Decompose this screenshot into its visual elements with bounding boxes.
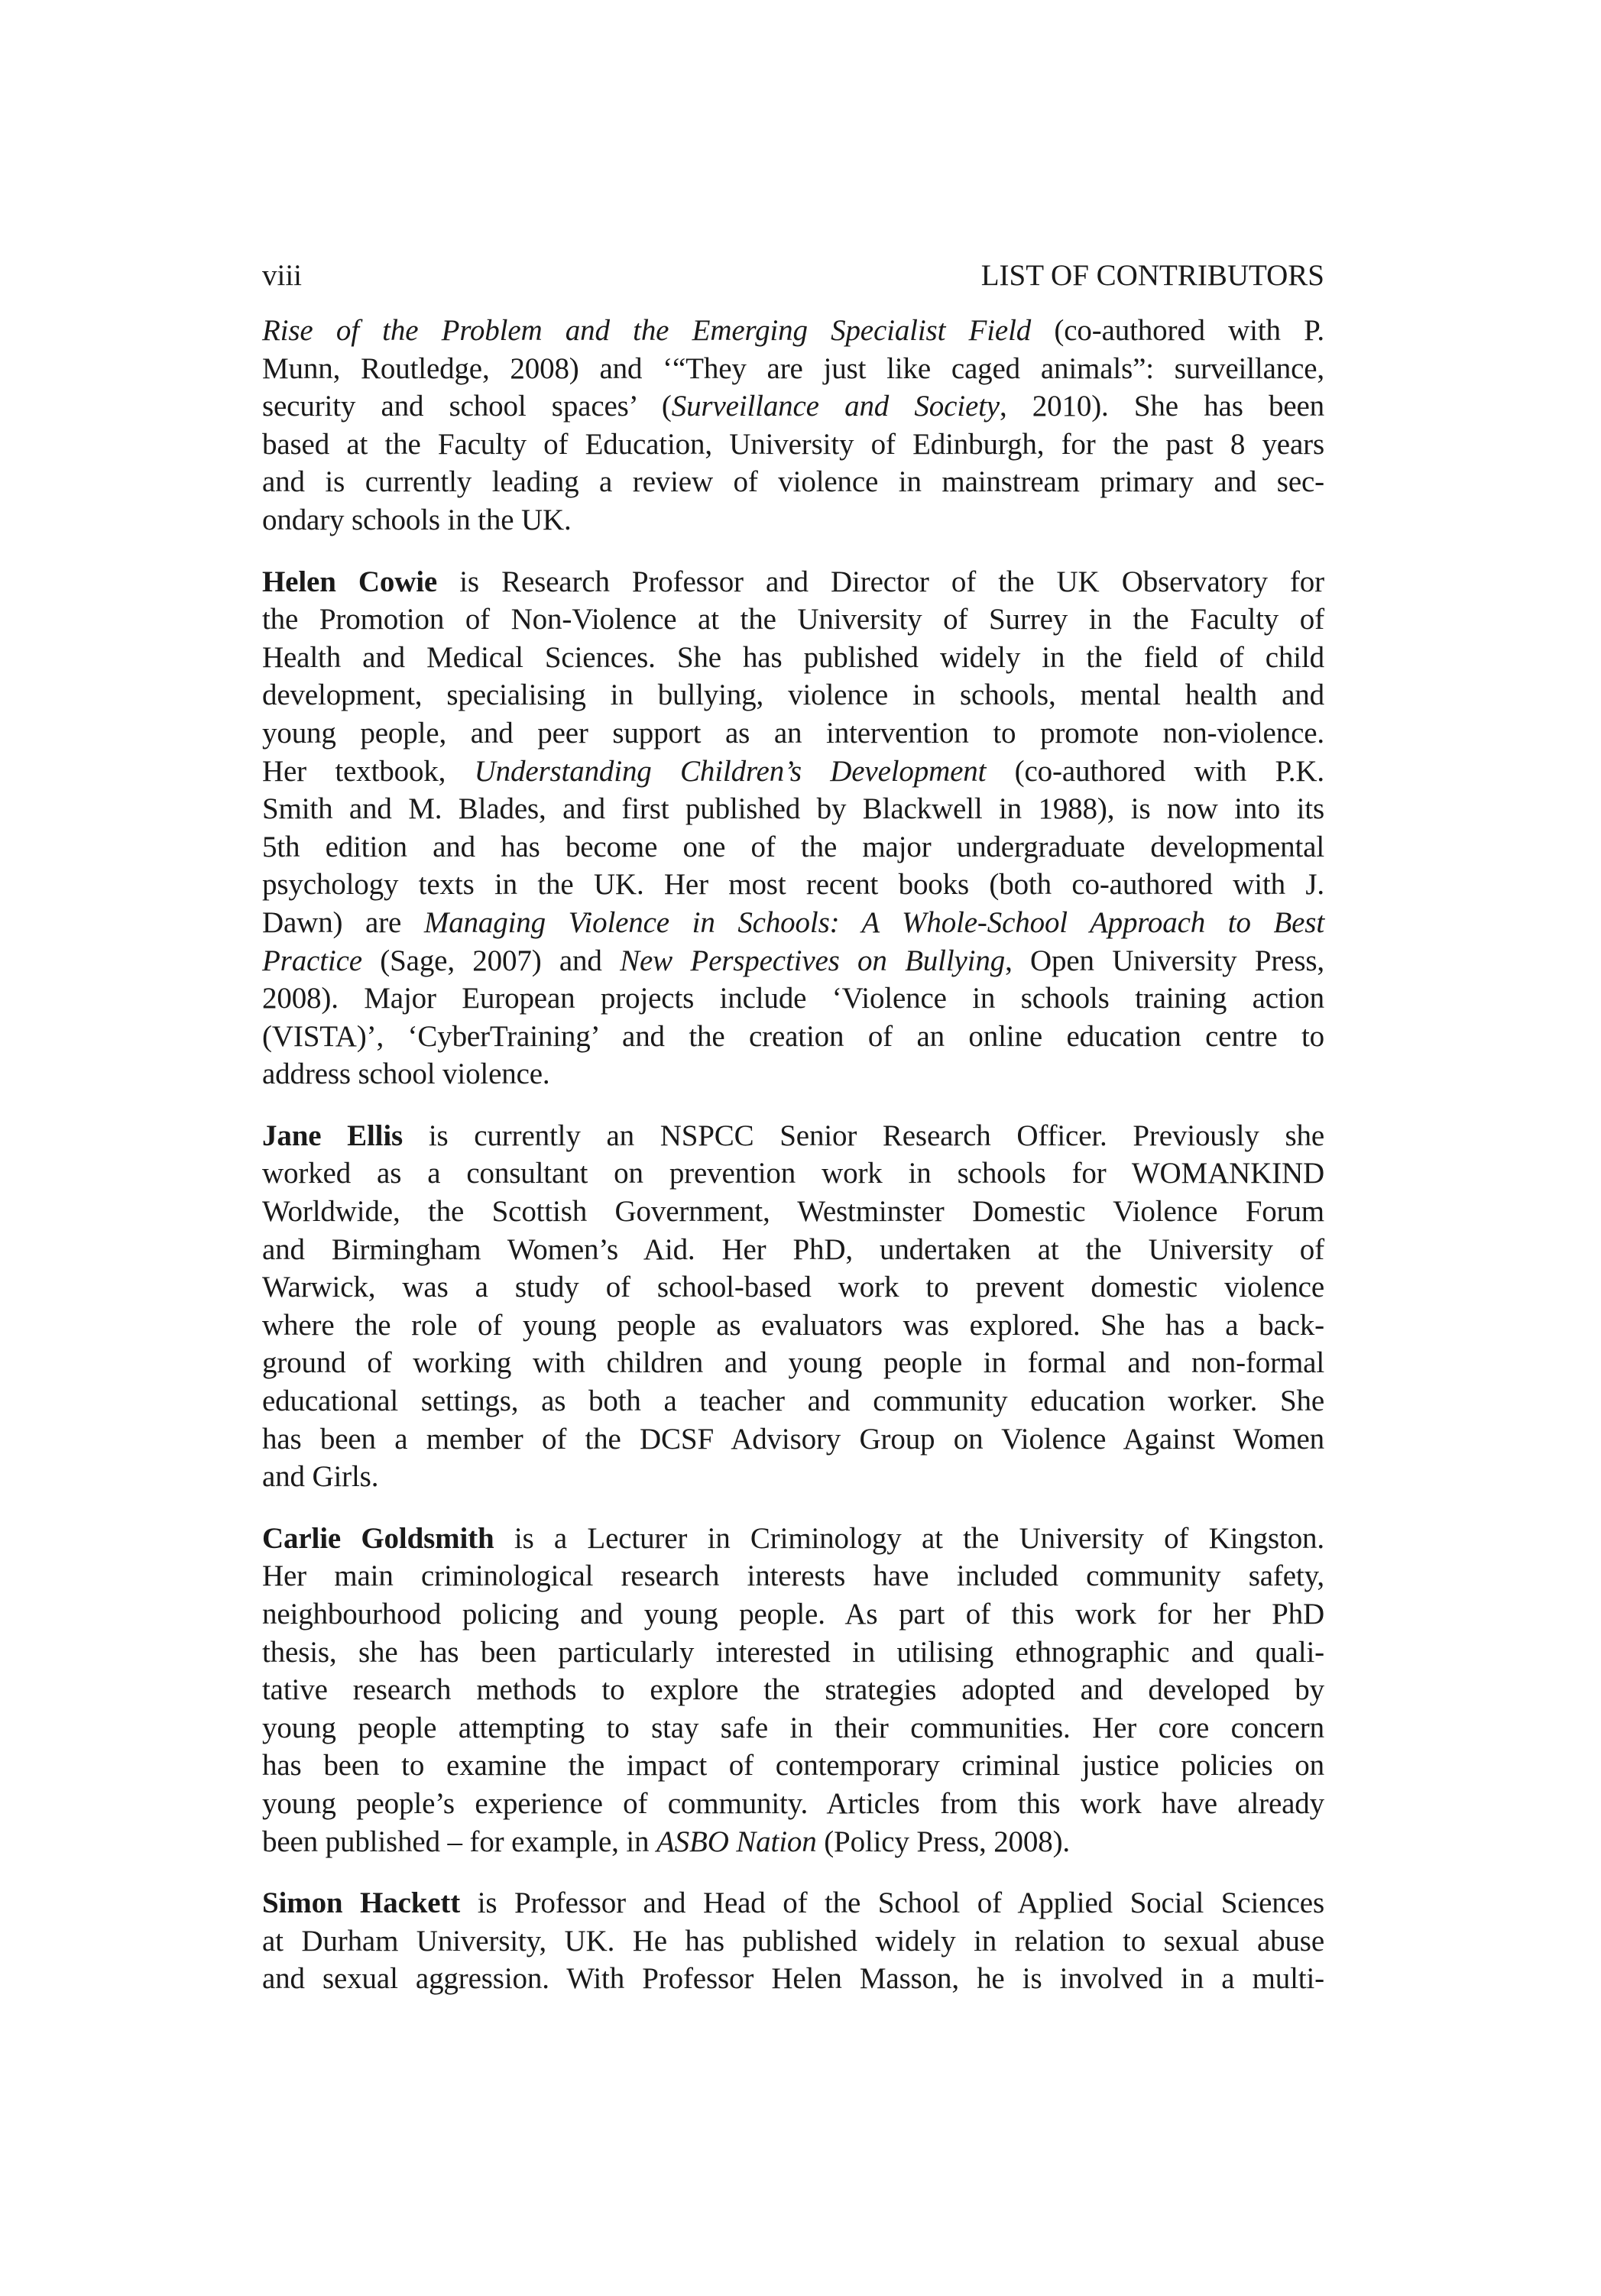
contributor-name: Simon Hackett	[262, 1886, 461, 1920]
text-line: and sexual aggression. With Professor Helen Masson, he is involved in a multi-	[262, 1962, 1324, 1996]
text-line	[262, 904, 1324, 942]
text-line: has been a member of the DCSF Advisory Group on Violence Against Women	[262, 1422, 1324, 1456]
text-line: ground of working with children and young people in formal and non-formal	[262, 1346, 1324, 1380]
text-line	[262, 1117, 1324, 1155]
contributor-name: Carlie Goldsmith	[262, 1521, 494, 1555]
text-line: Smith and M. Blades, and first published by Blackwell in 1988), is now into its	[262, 792, 1324, 826]
text-line: psychology texts in the UK. Her most recent books (both co-authored with J.	[262, 868, 1324, 902]
running-title: LIST OF CONTRIBUTORS	[980, 259, 1324, 292]
text-line: young people, and peer support as an intervention to promote non-violence.	[262, 716, 1324, 750]
text-segment: is Research Professor and Director of the UK Observatory for	[437, 565, 1324, 598]
text-line	[262, 563, 1324, 601]
text-segment: , Open University Press,	[1005, 944, 1324, 977]
text-line: ondary schools in the UK.	[262, 503, 572, 536]
text-line: educational settings, as both a teacher and community education worker. She	[262, 1384, 1324, 1418]
publication-title: Practice	[262, 944, 362, 977]
text-line: address school violence.	[262, 1057, 550, 1091]
contributor-paragraph	[262, 312, 1324, 539]
text-segment: is Professor and Head of the School of Applied Social Sciences	[460, 1886, 1324, 1920]
text-line: Her main criminological research interests have included community safety,	[262, 1559, 1324, 1593]
text-line: has been to examine the impact of contemporary criminal justice policies on	[262, 1749, 1324, 1783]
text-line	[262, 312, 1324, 350]
contributor-paragraph	[262, 563, 1324, 1093]
text-line	[262, 387, 1324, 426]
text-line	[262, 1823, 1324, 1861]
text-line: the Promotion of Non-Violence at the University of Surrey in the Faculty of	[262, 603, 1324, 636]
text-segment: security and school spaces’ (	[262, 390, 672, 423]
contributor-paragraph	[262, 1520, 1324, 1860]
text-segment: (co-authored with P.K.	[986, 754, 1324, 788]
publication-title: Surveillance and Society	[671, 390, 1000, 423]
text-line: where the role of young people as evaluators was explored. She has a back-	[262, 1308, 1324, 1342]
contributors-text	[262, 312, 1324, 2022]
text-line: (VISTA)’, ‘CyberTraining’ and the creation of an online education centre to	[262, 1019, 1324, 1053]
running-header	[262, 258, 1324, 293]
text-line: Warwick, was a study of school-based work to prevent domestic violence	[262, 1271, 1324, 1304]
text-line: neighbourhood policing and young people. As part of this work for her PhD	[262, 1598, 1324, 1631]
text-line: and is currently leading a review of violence in mainstream primary and sec-	[262, 465, 1324, 499]
text-line: and Girls.	[262, 1460, 379, 1494]
publication-title: ASBO Nation	[656, 1825, 817, 1858]
text-segment: Her textbook,	[262, 754, 475, 788]
text-line: 5th edition and has become one of the major undergraduate developmental	[262, 830, 1324, 863]
text-segment: been published – for example, in	[262, 1825, 656, 1858]
contributor-name: Jane Ellis	[262, 1119, 403, 1152]
text-line	[262, 942, 1324, 980]
text-line: development, specialising in bullying, violence in schools, mental health and	[262, 678, 1324, 712]
page-number: viii	[262, 259, 303, 292]
text-segment: is a Lecturer in Criminology at the University of Kingston.	[494, 1521, 1324, 1555]
text-segment: is currently an NSPCC Senior Research Officer. Previously she	[403, 1119, 1324, 1152]
publication-title: Rise of the Problem and the Emerging Specialist Field	[262, 314, 1032, 347]
text-segment: Dawn) are	[262, 905, 424, 939]
text-line: young people’s experience of community. Articles from this work have already	[262, 1786, 1324, 1820]
text-segment: (Sage, 2007) and	[361, 944, 621, 977]
text-line: thesis, she has been particularly interested in utilising ethnographic and quali-	[262, 1635, 1324, 1669]
publication-title: Managing Violence in Schools: A Whole-School Approach to Best	[423, 905, 1325, 939]
text-segment: (co-authored with P.	[1031, 314, 1324, 347]
text-line	[262, 1884, 1324, 1922]
text-segment: , 2010). She has been	[999, 390, 1324, 423]
text-line: 2008). Major European projects include ‘Violence in schools training action	[262, 982, 1324, 1015]
text-line: tative research methods to explore the strategies adopted and developed by	[262, 1673, 1324, 1707]
text-line: and Birmingham Women’s Aid. Her PhD, undertaken at the University of	[262, 1232, 1324, 1266]
text-line: at Durham University, UK. He has published widely in relation to sexual abuse	[262, 1924, 1324, 1958]
text-line: Munn, Routledge, 2008) and ‘“They are just like caged animals”: surveillance,	[262, 351, 1324, 385]
contributor-name: Helen Cowie	[262, 565, 438, 598]
text-line: Health and Medical Sciences. She has published widely in the field of child	[262, 640, 1324, 674]
text-line: worked as a consultant on prevention work in schools for WOMANKIND	[262, 1157, 1324, 1190]
text-line	[262, 1520, 1324, 1558]
contributor-paragraph	[262, 1884, 1324, 1998]
publication-title: Understanding Children’s Development	[474, 754, 987, 788]
text-line: young people attempting to stay safe in their communities. Her core concern	[262, 1711, 1324, 1744]
text-line: Worldwide, the Scottish Government, Westminster Domestic Violence Forum	[262, 1195, 1324, 1229]
contributor-paragraph	[262, 1117, 1324, 1496]
text-line: based at the Faculty of Education, University of Edinburgh, for the past 8 years	[262, 427, 1324, 461]
text-segment: (Policy Press, 2008).	[816, 1825, 1071, 1858]
text-line	[262, 753, 1324, 791]
publication-title: New Perspectives on Bullying	[620, 944, 1006, 977]
